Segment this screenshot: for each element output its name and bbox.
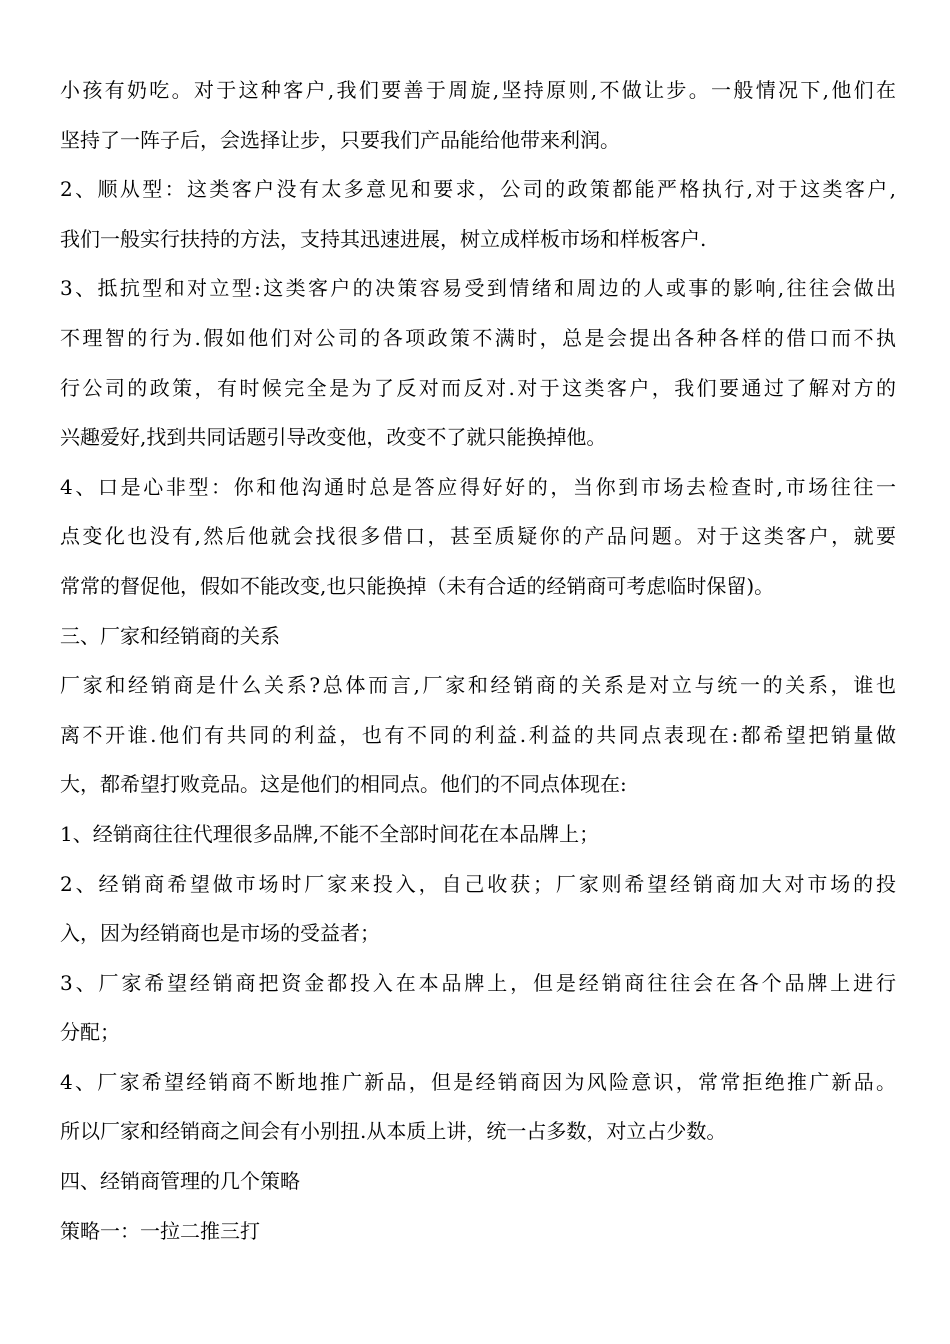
list-item-line: 我们一般实行扶持的方法，支持其迅速进展，树立成样板市场和样板客户. xyxy=(60,226,707,251)
list-item-line: 2、经销商希望做市场时厂家来投入，自己收获；厂家则希望经销商加大对市场的投 xyxy=(60,871,896,896)
document-page xyxy=(60,66,896,1256)
paragraph-line: 小孩有奶吃。对于这种客户,我们要善于周旋,坚持原则,不做让步。一般情况下,他们在 xyxy=(60,78,896,102)
list-item-line: 4、口是心非型：你和他沟通时总是答应得好好的，当你到市场去检查时,市场往往一 xyxy=(60,474,896,499)
list-item-line: 3、抵抗型和对立型:这类客户的决策容易受到情绪和周边的人或事的影响,往往会做出 xyxy=(60,276,896,301)
list-item-line: 3、厂家希望经销商把资金都投入在本品牌上，但是经销商往往会在各个品牌上进行 xyxy=(60,970,896,995)
subsection-heading: 策略一：一拉二推三打 xyxy=(60,1218,260,1243)
paragraph-line: 大，都希望打败竞品。这是他们的相同点。他们的不同点体现在: xyxy=(60,772,627,797)
paragraph-line: 厂家和经销商是什么关系?总体而言,厂家和经销商的关系是对立与统一的关系，谁也 xyxy=(60,673,896,698)
list-item-line: 不理智的行为.假如他们对公司的各项政策不满时，总是会提出各种各样的借口而不执 xyxy=(60,325,896,350)
list-item-line: 入，因为经销商也是市场的受益者； xyxy=(60,921,380,946)
list-item-line: 行公司的政策，有时候完全是为了反对而反对.对于这类客户，我们要通过了解对方的 xyxy=(60,375,896,400)
list-item-line: 4、厂家希望经销商不断地推广新品，但是经销商因为风险意识，常常拒绝推广新品。 xyxy=(60,1069,896,1094)
list-item-line: 1、经销商往往代理很多品牌,不能不全部时间花在本品牌上； xyxy=(60,821,600,846)
section-heading: 三、厂家和经销商的关系 xyxy=(60,623,280,648)
list-item-line: 分配； xyxy=(60,1020,120,1045)
list-item-line: 2、顺从型：这类客户没有太多意见和要求，公司的政策都能严格执行,对于这类客户, xyxy=(60,177,896,202)
list-item-line: 兴趣爱好,找到共同话题引导改变他，改变不了就只能换掉他。 xyxy=(60,425,607,450)
section-heading: 四、经销商管理的几个策略 xyxy=(60,1169,300,1194)
paragraph-line: 离不开谁.他们有共同的利益，也有不同的利益.利益的共同点表现在:都希望把销量做 xyxy=(60,722,896,747)
list-item-line: 点变化也没有,然后他就会找很多借口，甚至质疑你的产品问题。对于这类客户，就要 xyxy=(60,524,896,549)
paragraph-line: 所以厂家和经销商之间会有小别扭.从本质上讲，统一占多数，对立占少数。 xyxy=(60,1119,727,1144)
list-item-line: 常常的督促他，假如不能改变,也只能换掉（未有合适的经销商可考虑临时保留)。 xyxy=(60,573,775,598)
paragraph-line: 坚持了一阵子后，会选择让步，只要我们产品能给他带来利润。 xyxy=(60,127,620,152)
